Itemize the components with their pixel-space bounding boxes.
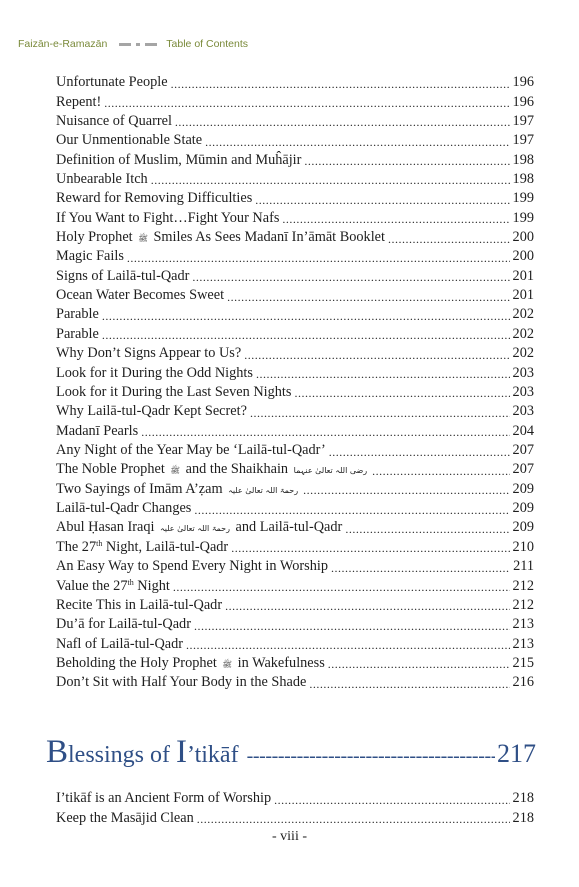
book-title: Faizān-e-Ramazān (18, 38, 108, 50)
honorific-glyph: رحمۃ اللہ تعالیٰ علیہ (228, 485, 299, 495)
page-number: 196 (512, 93, 534, 110)
page-number: 215 (512, 654, 534, 671)
toc-entry[interactable]: Nafl of Lailā-tul-Qadr ..... 213 (56, 634, 534, 653)
honorific-glyph: رضی اللہ تعالیٰ عنہما (293, 466, 368, 476)
dot-leader (244, 349, 509, 361)
dot-leader (171, 78, 510, 90)
toc-entry[interactable]: Lailā-tul-Qadr Changes ..... 209 (56, 499, 534, 518)
toc-entry[interactable]: Why Lailā-tul-Qadr Kept Secret? ..... 203 (56, 402, 534, 421)
dot-leader (294, 387, 509, 399)
dot-leader (304, 155, 509, 167)
dot-leader (274, 794, 509, 806)
toc-entry[interactable]: The Noble Prophet ﷺ and the Shaikhain رضی اللہ تعالیٰ عنہما ..... 207 (56, 460, 534, 479)
page-number: 203 (512, 403, 534, 420)
page-number: 218 (512, 790, 534, 807)
toc-entry[interactable]: An Easy Way to Spend Every Night in Worship ..... 211 (56, 557, 534, 576)
page-number: 209 (512, 500, 534, 517)
dot-leader (309, 678, 509, 690)
dot-leader (194, 620, 510, 632)
toc-entry[interactable]: Abul Ḥasan Iraqi رحمۃ اللہ تعالیٰ علیہ and Lailā-tul-Qadr ..... 209 (56, 518, 534, 537)
page-footer: - viii - (272, 829, 307, 844)
toc-entry[interactable]: Our Unmentionable State ..... 197 (56, 131, 534, 150)
section-heading-text: ’tikāf (187, 742, 239, 768)
dot-leader (186, 639, 510, 651)
dot-leader (329, 446, 510, 458)
page-number: 207 (512, 442, 534, 458)
honorific-glyph: ﷺ (138, 234, 148, 244)
dot-leader (231, 542, 509, 554)
page-number: 199 (512, 209, 534, 226)
toc-list (56, 73, 534, 693)
section-title: Table of Contents (166, 38, 249, 50)
page-number: 216 (512, 674, 534, 691)
page-number: 201 (512, 267, 534, 284)
page-number: 212 (512, 596, 534, 613)
page-number: 198 (512, 170, 534, 187)
dot-leader (175, 116, 510, 128)
page-number: 197 (512, 112, 534, 129)
page-number: 202 (512, 345, 534, 362)
page-number: 202 (512, 306, 534, 323)
dot-leader (256, 368, 510, 380)
page-number: 210 (512, 538, 534, 555)
toc-entry[interactable]: Definition of Muslim, Mūmin and Muĥājir ..... 198 (56, 150, 534, 169)
page-number: 200 (512, 229, 534, 246)
toc-entry[interactable]: Look for it During the Last Seven Nights ..... 203 (56, 383, 534, 402)
page-number: 201 (512, 287, 534, 304)
page-number: 197 (512, 132, 534, 149)
toc-entry[interactable]: Any Night of the Year May be ‘Lailā-tul-Qadr’ ..... 207 (56, 441, 534, 460)
toc-entry[interactable]: The 27th Night, Lailā-tul-Qadr ..... 210 (56, 538, 534, 557)
page-number: 203 (512, 364, 534, 381)
dot-leader (141, 426, 509, 438)
dot-leader (303, 484, 509, 496)
honorific-glyph: ﷺ (222, 659, 233, 669)
toc-entry[interactable]: If You Want to Fight…Fight Your Nafs ..... 199 (56, 209, 534, 228)
toc-entry[interactable]: Recite This in Lailā-tul-Qadr ..... 212 (56, 596, 534, 615)
dot-leader (250, 407, 510, 419)
page-number: 209 (512, 480, 534, 497)
header-separator (119, 43, 157, 46)
page-number: 196 (512, 74, 534, 91)
toc-entry[interactable]: Beholding the Holy Prophet ﷺ in Wakefulness ..... 215 (56, 654, 534, 673)
toc-entry[interactable]: Reward for Removing Difficulties ..... 199 (56, 189, 534, 208)
page-number: 202 (512, 325, 534, 342)
toc-entry[interactable]: Why Don’t Signs Appear to Us? ..... 202 (56, 344, 534, 363)
section-page-number: 217 (497, 739, 536, 768)
page-number: 212 (512, 577, 534, 594)
toc-entry[interactable]: Look for it During the Odd Nights ..... 203 (56, 363, 534, 382)
dot-leader (192, 271, 509, 283)
toc-entry[interactable]: Madanī Pearls ..... 204 (56, 421, 534, 440)
toc-entry[interactable]: Repent! ..... 196 (56, 92, 534, 111)
toc-entry[interactable]: Holy Prophet ﷺ Smiles As Sees Madanī In’āmāt Booklet ..... 200 (56, 228, 534, 247)
section-heading-text: lessings of (68, 742, 177, 768)
toc-entry[interactable]: Don’t Sit with Half Your Body in the Shade ..... 216 (56, 673, 534, 692)
dot-leader (102, 329, 510, 341)
page-number: 200 (512, 248, 534, 265)
dot-leader (227, 291, 509, 303)
dot-leader (282, 213, 509, 225)
dot-leader (328, 658, 510, 670)
toc-entry[interactable]: Du’ā for Lailā-tul-Qadr ..... 213 (56, 615, 534, 634)
dot-leader (102, 310, 510, 322)
dot-leader (255, 194, 509, 206)
section-heading[interactable] (46, 734, 536, 771)
page-number: 198 (512, 151, 534, 168)
dot-leader (331, 562, 510, 574)
toc-entry[interactable]: Keep the Masājid Clean ..... 218 (56, 808, 534, 827)
page-number: 213 (512, 635, 534, 652)
page-number: 213 (512, 616, 534, 633)
toc-entry[interactable]: Parable ..... 202 (56, 325, 534, 344)
section-heading-initial: B (46, 734, 69, 770)
page-number: 203 (512, 383, 534, 400)
page-number: 209 (512, 519, 534, 536)
page-number: 204 (512, 422, 534, 439)
dot-leader (104, 97, 509, 109)
honorific-glyph: ﷺ (170, 466, 181, 476)
toc-entry[interactable]: Parable ..... 202 (56, 305, 534, 324)
dot-leader (372, 465, 509, 477)
toc-entry[interactable]: Nuisance of Quarrel ..... 197 (56, 112, 534, 131)
toc-entry[interactable]: Two Sayings of Imām A’ẓam رحمۃ اللہ تعالیٰ علیہ ..... 209 (56, 480, 534, 499)
dot-leader (194, 504, 509, 516)
dot-leader (173, 581, 510, 593)
dot-leader (205, 136, 509, 148)
page-number: 218 (512, 809, 534, 826)
dot-leader (151, 174, 510, 186)
toc-entry[interactable]: Unfortunate People ..... 196 (56, 73, 534, 92)
honorific-glyph: رحمۃ اللہ تعالیٰ علیہ (160, 524, 230, 534)
toc-entry[interactable]: I’tikāf is an Ancient Form of Worship ..... 218 (56, 789, 534, 808)
page-number: 211 (513, 558, 534, 575)
dash-leader (247, 745, 495, 768)
dot-leader (197, 813, 510, 825)
page-number: 207 (512, 461, 534, 478)
dot-leader (388, 233, 510, 245)
toc-entry[interactable]: Unbearable Itch ..... 198 (56, 170, 534, 189)
dot-leader (127, 252, 510, 264)
toc-entry[interactable]: Signs of Lailā-tul-Qadr ..... 201 (56, 267, 534, 286)
toc-entry[interactable]: Ocean Water Becomes Sweet ..... 201 (56, 286, 534, 305)
toc-entry[interactable]: Value the 27th Night ..... 212 (56, 576, 534, 595)
running-header (18, 38, 248, 50)
dot-leader (225, 600, 509, 612)
toc-entry[interactable]: Magic Fails ..... 200 (56, 247, 534, 266)
toc-list-section (56, 789, 534, 828)
section-heading-initial: I (176, 734, 188, 770)
dot-leader (345, 523, 509, 535)
page-number: 199 (512, 190, 534, 207)
